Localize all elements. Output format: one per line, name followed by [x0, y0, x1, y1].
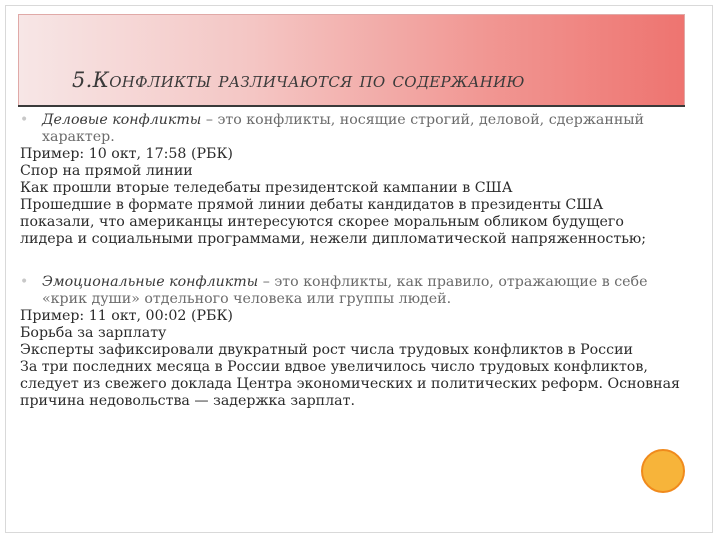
bullet-dot: • [20, 112, 29, 128]
decorative-circle [641, 449, 685, 493]
title-underline [18, 105, 685, 107]
example-1-headline: Спор на прямой линии [20, 163, 193, 179]
example-1-body: Прошедшие в формате прямой линии дебаты кандидатов в президенты США показали, что американцы интересуются скорее моральным обликом будущего лидера и социальными программами, нежели дипломатической напряженностью; [20, 197, 647, 247]
business-conflicts-definition: – это конфликты, носящие строгий, деловой, сдержанный характер. [42, 112, 645, 145]
slide-title: 5.Конфликты различаются по содержанию [72, 68, 525, 92]
example-1-subheadline: Как прошли вторые теледебаты президентской кампании в США [20, 180, 513, 196]
emotional-conflicts-definition: – это конфликты, как правило, отражающие в себе «крик души» отдельного человека или группы людей. [42, 274, 648, 307]
example-2-source: Пример: 11 окт, 00:02 (РБК) [20, 308, 233, 324]
slide-content [20, 112, 680, 410]
section-gap [20, 248, 680, 274]
example-2-subheadline: Эксперты зафиксировали двукратный рост числа трудовых конфликтов в России [20, 342, 633, 358]
example-1-source: Пример: 10 окт, 17:58 (РБК) [20, 146, 233, 162]
bullet-dot: • [20, 274, 29, 290]
business-conflicts-bullet [20, 112, 680, 146]
example-2-body: За три последних месяца в России вдвое увеличилось число трудовых конфликтов, следует из свежего доклада Центра экономических и политических реформ. Основная причина недовольства — задержка зарплат. [20, 359, 680, 409]
example-2-headline: Борьба за зарплату [20, 325, 167, 341]
emotional-conflicts-term: Эмоциональные конфликты [42, 274, 259, 290]
business-conflicts-term: Деловые конфликты [42, 112, 202, 128]
emotional-conflicts-bullet [20, 274, 680, 308]
title-banner [18, 14, 685, 106]
